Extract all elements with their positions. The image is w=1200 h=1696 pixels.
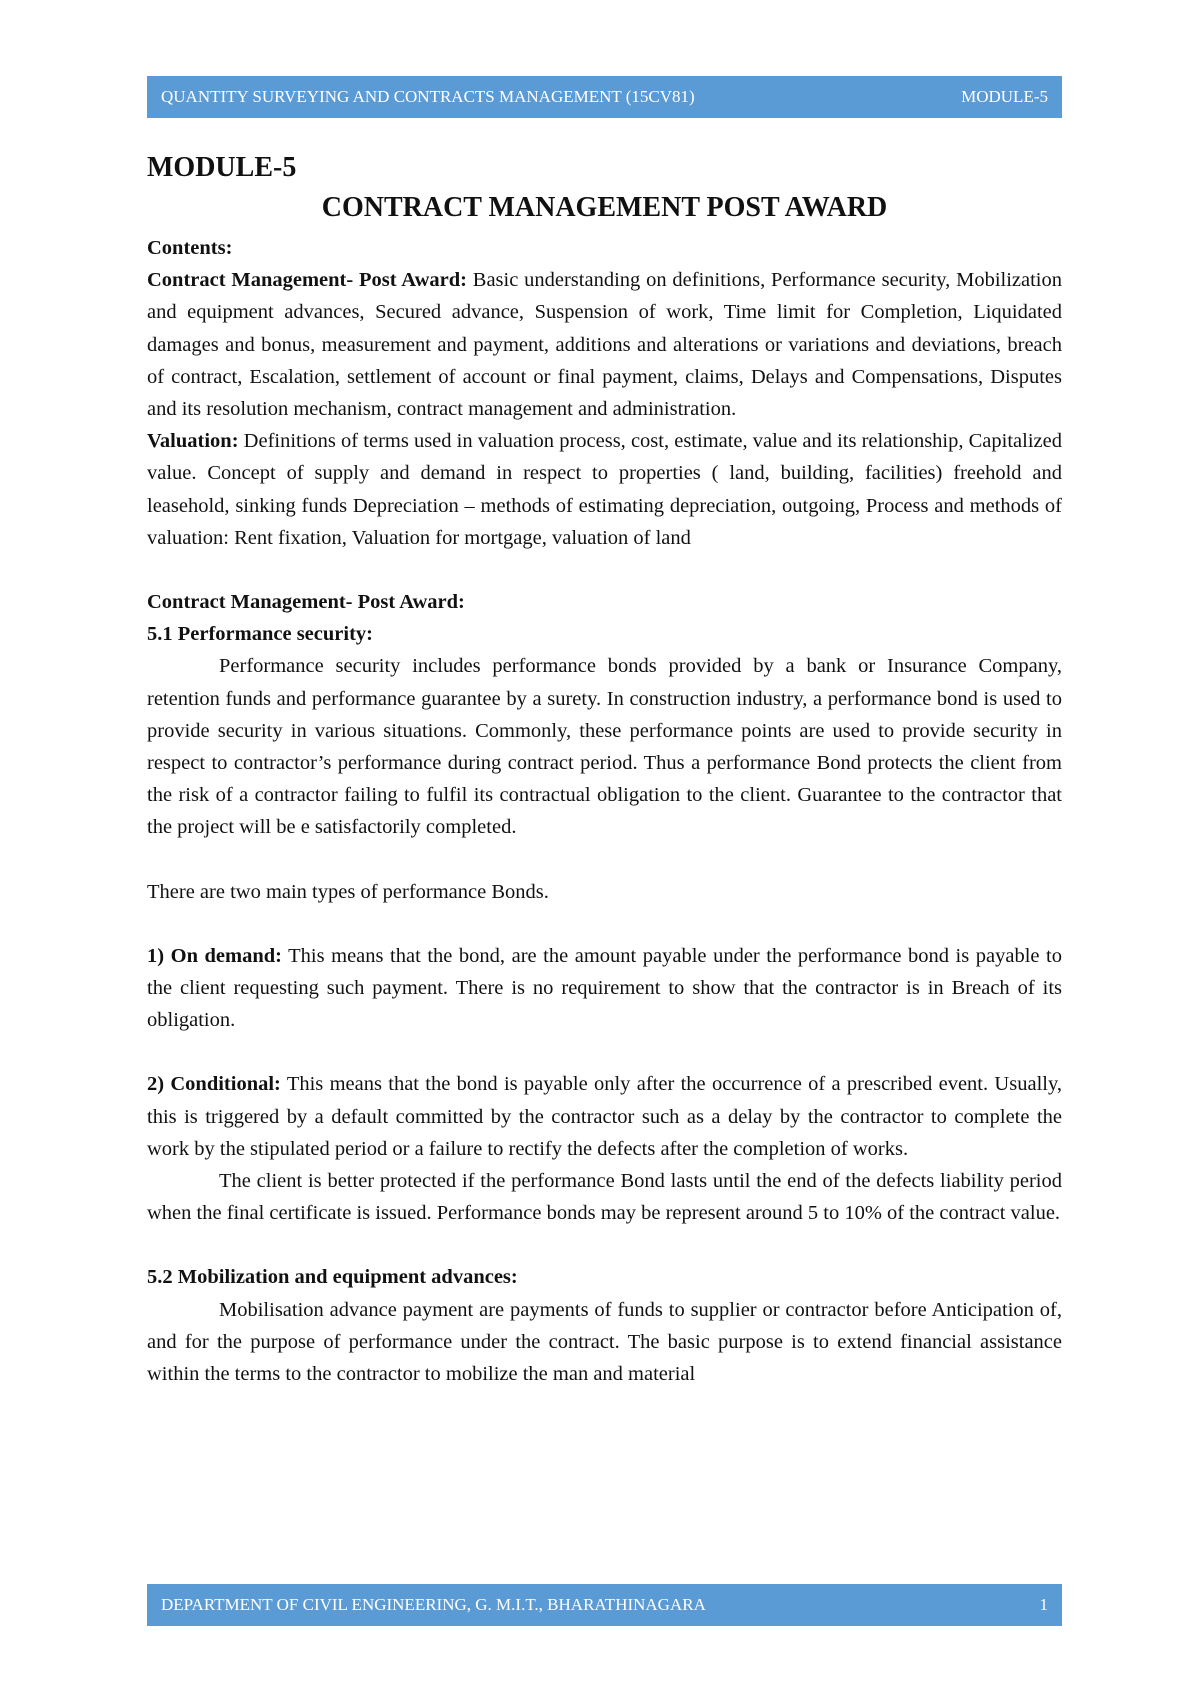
client-protection-paragraph: The client is better protected if the performance Bond lasts until the end of the defects liability period when the final certificate is issued. Performance bonds may be represent around 5 to 10% of the contract value. (147, 1170, 1062, 1225)
page-footer (147, 1584, 1062, 1626)
section-heading: Contract Management- Post Award: (147, 591, 465, 614)
on-demand-paragraph (147, 940, 1062, 1037)
header-module: MODULE-5 (961, 87, 1048, 106)
section-5-2-heading: 5.2 Mobilization and equipment advances: (147, 1266, 518, 1289)
conditional-text: This means that the bond is payable only after the occurrence of a prescribed event. Usually, this is triggered by a default committed by the contractor such as a delay by the contractor to complete the work by the stipulated period or a failure to rectify the defects after the completion of works. (147, 1073, 1063, 1160)
section-5-1-paragraph: Performance security includes performance bonds provided by a bank or Insurance Company, retention funds and performance guarantee by a surety. In construction industry, a performance bond is used to provide security in various situations. Commonly, these performance points are used to provide security in respect to contractor’s performance during contract period. Thus a performance Bond protects the client from the risk of a contractor failing to fulfil its contractual obligation to the client. Guarantee to the contractor that the project will be e satisfactorily completed. (147, 655, 1062, 839)
conditional-label: 2) Conditional: (147, 1073, 281, 1096)
header-course-title: QUANTITY SURVEYING AND CONTRACTS MANAGEMENT (15CV81) (161, 87, 695, 106)
contents-cm-text: Basic understanding on definitions, Performance security, Mobilization and equipment advances, Secured advance, Suspension of work, Time limit for Completion, Liquidated damages and bonus, measurement and payment, additions and alterations or variations and deviations, breach of contract, Escalation, settlement of account or final payment, claims, Delays and Compensations, Disputes and its resolution mechanism, contract management and administration. (147, 269, 1062, 421)
bond-types-line: There are two main types of performance Bonds. (147, 880, 549, 903)
contents-cm-label: Contract Management- Post Award: (147, 269, 467, 292)
contents-val-text: Definitions of terms used in valuation process, cost, estimate, value and its relationship, Capitalized value. Concept of supply and demand in respect to properties ( land, building, facilities) freehold and leasehold, sinking funds Depreciation – methods of estimating depreciation, outgoing, Process and methods of valuation: Rent fixation, Valuation for mortgage, valuation of land (147, 430, 1062, 549)
module-subtitle: CONTRACT MANAGEMENT POST AWARD (321, 192, 888, 223)
on-demand-label: 1) On demand: (147, 944, 282, 967)
footer-page-number: 1 (1039, 1595, 1048, 1614)
conditional-paragraph (147, 1068, 1062, 1165)
contents-valuation-paragraph (147, 425, 1062, 554)
page-header (147, 76, 1062, 118)
document-body (147, 150, 1062, 1390)
section-5-1-heading: 5.1 Performance security: (147, 623, 373, 646)
contents-val-label: Valuation: (147, 430, 239, 453)
section-5-2-paragraph: Mobilisation advance payment are payments of funds to supplier or contractor before Anticipation of, and for the purpose of performance under the contract. The basic purpose is to extend financial assistance within the terms to the contractor to mobilize the man and material (147, 1298, 1062, 1386)
contents-cm-paragraph (147, 264, 1062, 425)
module-title: MODULE-5 (147, 152, 297, 183)
on-demand-text: This means that the bond, are the amount payable under the performance bond is payable to the client requesting such payment. There is no requirement to show that the contractor is in Breach of its obligation. (147, 944, 1062, 1032)
contents-label: Contents: (147, 237, 233, 259)
footer-department: DEPARTMENT OF CIVIL ENGINEERING, G. M.I.T., BHARATHINAGARA (161, 1595, 706, 1614)
